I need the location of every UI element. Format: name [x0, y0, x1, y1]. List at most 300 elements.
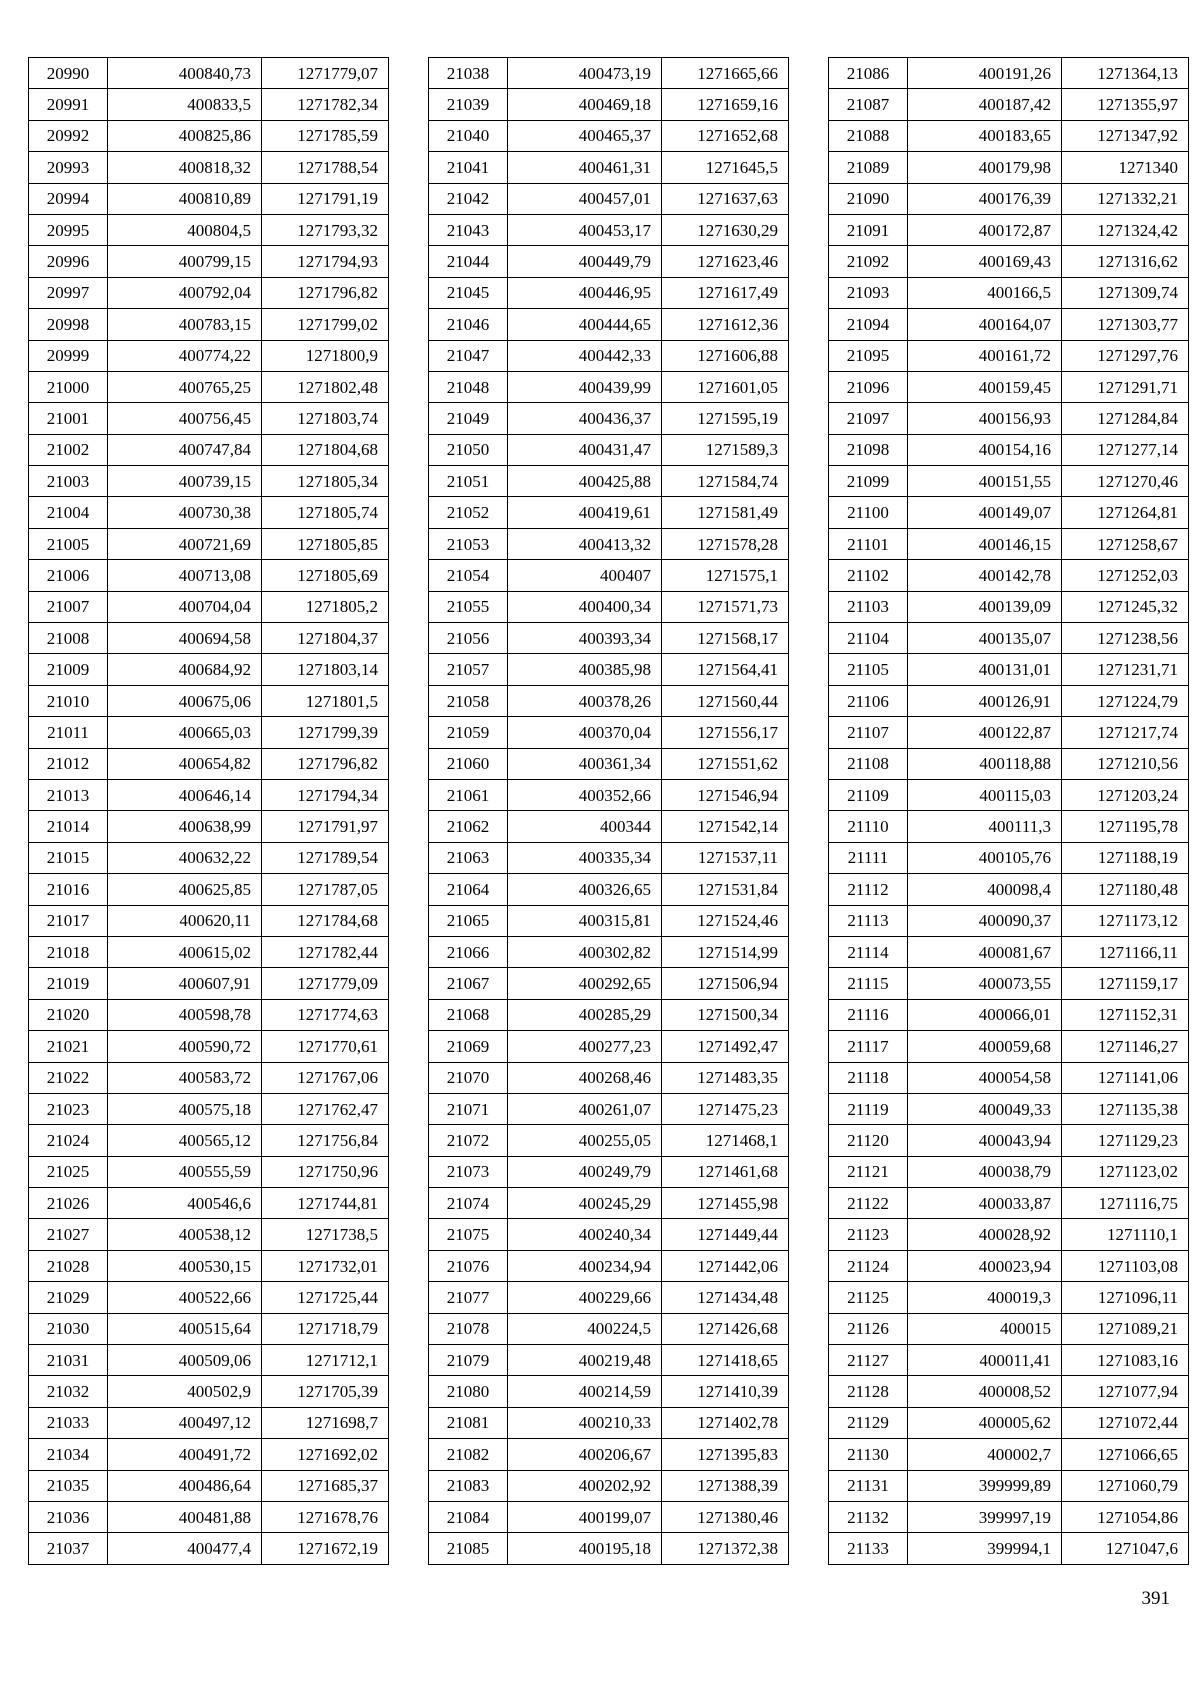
x-coordinate-cell: 400804,5 [108, 214, 262, 245]
y-coordinate-cell: 1271595,19 [662, 403, 789, 434]
x-coordinate-cell: 400546,6 [108, 1188, 262, 1219]
y-coordinate-cell: 1271789,54 [262, 842, 389, 873]
table-row [29, 1219, 389, 1250]
y-coordinate-cell: 1271805,85 [262, 528, 389, 559]
y-coordinate-cell: 1271173,12 [1062, 905, 1189, 936]
point-number-cell: 21102 [829, 560, 908, 591]
point-number-cell: 21118 [829, 1062, 908, 1093]
x-coordinate-cell: 400149,07 [908, 497, 1062, 528]
point-number-cell: 21059 [429, 717, 508, 748]
point-number-cell: 21021 [29, 1031, 108, 1062]
table-row [429, 277, 789, 308]
x-coordinate-cell: 400245,29 [508, 1188, 662, 1219]
x-coordinate-cell: 400146,15 [908, 528, 1062, 559]
point-number-cell: 20993 [29, 152, 108, 183]
table-row [429, 1533, 789, 1564]
table-row [29, 58, 389, 89]
table-row [829, 340, 1189, 371]
point-number-cell: 21120 [829, 1125, 908, 1156]
x-coordinate-cell: 400654,82 [108, 748, 262, 779]
y-coordinate-cell: 1271779,07 [262, 58, 389, 89]
x-coordinate-cell: 399997,19 [908, 1501, 1062, 1532]
y-coordinate-cell: 1271129,23 [1062, 1125, 1189, 1156]
x-coordinate-cell: 400187,42 [908, 89, 1062, 120]
table-row [429, 214, 789, 245]
x-coordinate-cell: 400202,92 [508, 1470, 662, 1501]
table-row [29, 120, 389, 151]
y-coordinate-cell: 1271388,39 [662, 1470, 789, 1501]
y-coordinate-cell: 1271685,37 [262, 1470, 389, 1501]
table-row [829, 1282, 1189, 1313]
point-number-cell: 21077 [429, 1282, 508, 1313]
point-number-cell: 20991 [29, 89, 108, 120]
table-row [29, 1031, 389, 1062]
point-number-cell: 21092 [829, 246, 908, 277]
x-coordinate-cell: 400268,46 [508, 1062, 662, 1093]
y-coordinate-cell: 1271803,14 [262, 654, 389, 685]
x-coordinate-cell: 400049,33 [908, 1093, 1062, 1124]
point-number-cell: 21123 [829, 1219, 908, 1250]
x-coordinate-cell: 400285,29 [508, 999, 662, 1030]
point-number-cell: 21110 [829, 811, 908, 842]
point-number-cell: 21081 [429, 1407, 508, 1438]
y-coordinate-cell: 1271652,68 [662, 120, 789, 151]
point-number-cell: 21018 [29, 936, 108, 967]
y-coordinate-cell: 1271418,65 [662, 1345, 789, 1376]
y-coordinate-cell: 1271483,35 [662, 1062, 789, 1093]
point-number-cell: 21020 [29, 999, 108, 1030]
table-row [29, 434, 389, 465]
y-coordinate-cell: 1271801,5 [262, 685, 389, 716]
point-number-cell: 21104 [829, 623, 908, 654]
x-coordinate-cell: 400665,03 [108, 717, 262, 748]
point-number-cell: 21028 [29, 1250, 108, 1281]
x-coordinate-cell: 400151,55 [908, 466, 1062, 497]
x-coordinate-cell: 400161,72 [908, 340, 1062, 371]
x-coordinate-cell: 400206,67 [508, 1439, 662, 1470]
point-number-cell: 21087 [829, 89, 908, 120]
point-number-cell: 21017 [29, 905, 108, 936]
point-number-cell: 21050 [429, 434, 508, 465]
table-row [829, 528, 1189, 559]
x-coordinate-cell: 400081,67 [908, 936, 1062, 967]
y-coordinate-cell: 1271546,94 [662, 779, 789, 810]
y-coordinate-cell: 1271578,28 [662, 528, 789, 559]
table-row [429, 1313, 789, 1344]
x-coordinate-cell: 400164,07 [908, 309, 1062, 340]
x-coordinate-cell: 400378,26 [508, 685, 662, 716]
x-coordinate-cell: 400005,62 [908, 1407, 1062, 1438]
table-row [829, 246, 1189, 277]
point-number-cell: 21032 [29, 1376, 108, 1407]
table-row [429, 1501, 789, 1532]
y-coordinate-cell: 1271395,83 [662, 1439, 789, 1470]
x-coordinate-cell: 400315,81 [508, 905, 662, 936]
x-coordinate-cell: 400277,23 [508, 1031, 662, 1062]
table-row [29, 1282, 389, 1313]
point-number-cell: 21045 [429, 277, 508, 308]
table-row [429, 842, 789, 873]
point-number-cell: 21076 [429, 1250, 508, 1281]
table-row [29, 1093, 389, 1124]
x-coordinate-cell: 400159,45 [908, 371, 1062, 402]
table-row [429, 152, 789, 183]
y-coordinate-cell: 1271770,61 [262, 1031, 389, 1062]
y-coordinate-cell: 1271245,32 [1062, 591, 1189, 622]
point-number-cell: 21039 [429, 89, 508, 120]
y-coordinate-cell: 1271461,68 [662, 1156, 789, 1187]
table-row [29, 1533, 389, 1564]
table-row [829, 1501, 1189, 1532]
point-number-cell: 21132 [829, 1501, 908, 1532]
table-row [829, 1470, 1189, 1501]
table-row [29, 905, 389, 936]
point-number-cell: 21113 [829, 905, 908, 936]
table-row [29, 246, 389, 277]
x-coordinate-cell: 400509,06 [108, 1345, 262, 1376]
point-number-cell: 21071 [429, 1093, 508, 1124]
y-coordinate-cell: 1271531,84 [662, 874, 789, 905]
point-number-cell: 21091 [829, 214, 908, 245]
y-coordinate-cell: 1271442,06 [662, 1250, 789, 1281]
table-row [29, 371, 389, 402]
y-coordinate-cell: 1271284,84 [1062, 403, 1189, 434]
point-number-cell: 21098 [829, 434, 908, 465]
table-row [429, 1031, 789, 1062]
table-row [429, 528, 789, 559]
table-row [429, 811, 789, 842]
y-coordinate-cell: 1271779,09 [262, 968, 389, 999]
point-number-cell: 21078 [429, 1313, 508, 1344]
y-coordinate-cell: 1271089,21 [1062, 1313, 1189, 1344]
table-row [29, 497, 389, 528]
point-number-cell: 20992 [29, 120, 108, 151]
y-coordinate-cell: 1271568,17 [662, 623, 789, 654]
x-coordinate-cell: 400344 [508, 811, 662, 842]
y-coordinate-cell: 1271788,54 [262, 152, 389, 183]
x-coordinate-cell: 400799,15 [108, 246, 262, 277]
table-row [829, 654, 1189, 685]
x-coordinate-cell: 400154,16 [908, 434, 1062, 465]
y-coordinate-cell: 1271224,79 [1062, 685, 1189, 716]
table-row [829, 309, 1189, 340]
x-coordinate-cell: 400473,19 [508, 58, 662, 89]
table-row [429, 309, 789, 340]
y-coordinate-cell: 1271492,47 [662, 1031, 789, 1062]
x-coordinate-cell: 400442,33 [508, 340, 662, 371]
point-number-cell: 21096 [829, 371, 908, 402]
y-coordinate-cell: 1271794,34 [262, 779, 389, 810]
y-coordinate-cell: 1271805,69 [262, 560, 389, 591]
table-row [429, 685, 789, 716]
point-number-cell: 21031 [29, 1345, 108, 1376]
x-coordinate-cell: 400015 [908, 1313, 1062, 1344]
x-coordinate-cell: 400502,9 [108, 1376, 262, 1407]
point-number-cell: 21105 [829, 654, 908, 685]
x-coordinate-cell: 400765,25 [108, 371, 262, 402]
y-coordinate-cell: 1271047,6 [1062, 1533, 1189, 1564]
point-number-cell: 20998 [29, 309, 108, 340]
y-coordinate-cell: 1271712,1 [262, 1345, 389, 1376]
y-coordinate-cell: 1271316,62 [1062, 246, 1189, 277]
y-coordinate-cell: 1271180,48 [1062, 874, 1189, 905]
y-coordinate-cell: 1271402,78 [662, 1407, 789, 1438]
y-coordinate-cell: 1271645,5 [662, 152, 789, 183]
table-row [29, 89, 389, 120]
point-number-cell: 21019 [29, 968, 108, 999]
point-number-cell: 21027 [29, 1219, 108, 1250]
y-coordinate-cell: 1271291,71 [1062, 371, 1189, 402]
table-row [829, 905, 1189, 936]
x-coordinate-cell: 400774,22 [108, 340, 262, 371]
y-coordinate-cell: 1271066,65 [1062, 1439, 1189, 1470]
table-row [29, 874, 389, 905]
table-row [429, 1219, 789, 1250]
x-coordinate-cell: 400461,31 [508, 152, 662, 183]
x-coordinate-cell: 400413,32 [508, 528, 662, 559]
y-coordinate-cell: 1271506,94 [662, 968, 789, 999]
table-row [829, 717, 1189, 748]
x-coordinate-cell: 400370,04 [508, 717, 662, 748]
y-coordinate-cell: 1271732,01 [262, 1250, 389, 1281]
y-coordinate-cell: 1271551,62 [662, 748, 789, 779]
x-coordinate-cell: 400019,3 [908, 1282, 1062, 1313]
point-number-cell: 21117 [829, 1031, 908, 1062]
table-row [29, 1156, 389, 1187]
table-row [429, 246, 789, 277]
point-number-cell: 21072 [429, 1125, 508, 1156]
y-coordinate-cell: 1271332,21 [1062, 183, 1189, 214]
x-coordinate-cell: 400038,79 [908, 1156, 1062, 1187]
table-row [29, 466, 389, 497]
table-row [429, 1282, 789, 1313]
y-coordinate-cell: 1271303,77 [1062, 309, 1189, 340]
y-coordinate-cell: 1271796,82 [262, 748, 389, 779]
x-coordinate-cell: 400126,91 [908, 685, 1062, 716]
x-coordinate-cell: 400098,4 [908, 874, 1062, 905]
table-row [29, 968, 389, 999]
x-coordinate-cell: 400008,52 [908, 1376, 1062, 1407]
point-number-cell: 21060 [429, 748, 508, 779]
x-coordinate-cell: 400457,01 [508, 183, 662, 214]
point-number-cell: 21088 [829, 120, 908, 151]
y-coordinate-cell: 1271166,11 [1062, 936, 1189, 967]
point-number-cell: 21033 [29, 1407, 108, 1438]
y-coordinate-cell: 1271264,81 [1062, 497, 1189, 528]
table-row [29, 999, 389, 1030]
table-row [429, 779, 789, 810]
point-number-cell: 21007 [29, 591, 108, 622]
table-row [29, 277, 389, 308]
y-coordinate-cell: 1271524,46 [662, 905, 789, 936]
y-coordinate-cell: 1271581,49 [662, 497, 789, 528]
x-coordinate-cell: 400530,15 [108, 1250, 262, 1281]
y-coordinate-cell: 1271584,74 [662, 466, 789, 497]
table-row [29, 1407, 389, 1438]
table-row [829, 748, 1189, 779]
y-coordinate-cell: 1271116,75 [1062, 1188, 1189, 1219]
y-coordinate-cell: 1271083,16 [1062, 1345, 1189, 1376]
x-coordinate-cell: 400538,12 [108, 1219, 262, 1250]
y-coordinate-cell: 1271238,56 [1062, 623, 1189, 654]
y-coordinate-cell: 1271802,48 [262, 371, 389, 402]
x-coordinate-cell: 400497,12 [108, 1407, 262, 1438]
x-coordinate-cell: 400142,78 [908, 560, 1062, 591]
y-coordinate-cell: 1271612,36 [662, 309, 789, 340]
x-coordinate-cell: 400522,66 [108, 1282, 262, 1313]
x-coordinate-cell: 400131,01 [908, 654, 1062, 685]
point-number-cell: 21107 [829, 717, 908, 748]
x-coordinate-cell: 400465,37 [508, 120, 662, 151]
y-coordinate-cell: 1271297,76 [1062, 340, 1189, 371]
y-coordinate-cell: 1271210,56 [1062, 748, 1189, 779]
y-coordinate-cell: 1271141,06 [1062, 1062, 1189, 1093]
x-coordinate-cell: 400439,99 [508, 371, 662, 402]
y-coordinate-cell: 1271077,94 [1062, 1376, 1189, 1407]
point-number-cell: 21074 [429, 1188, 508, 1219]
table-row [429, 89, 789, 120]
table-row [29, 152, 389, 183]
x-coordinate-cell: 400176,39 [908, 183, 1062, 214]
y-coordinate-cell: 1271152,31 [1062, 999, 1189, 1030]
table-row [429, 968, 789, 999]
x-coordinate-cell: 400195,18 [508, 1533, 662, 1564]
point-number-cell: 21119 [829, 1093, 908, 1124]
point-number-cell: 21002 [29, 434, 108, 465]
x-coordinate-cell: 400166,5 [908, 277, 1062, 308]
table-row [829, 434, 1189, 465]
y-coordinate-cell: 1271672,19 [262, 1533, 389, 1564]
y-coordinate-cell: 1271799,39 [262, 717, 389, 748]
x-coordinate-cell: 400118,88 [908, 748, 1062, 779]
y-coordinate-cell: 1271606,88 [662, 340, 789, 371]
point-number-cell: 21008 [29, 623, 108, 654]
x-coordinate-cell: 400783,15 [108, 309, 262, 340]
table-row [429, 1093, 789, 1124]
table-row [829, 1439, 1189, 1470]
x-coordinate-cell: 400684,92 [108, 654, 262, 685]
table-row [829, 1376, 1189, 1407]
point-number-cell: 21004 [29, 497, 108, 528]
point-number-cell: 21116 [829, 999, 908, 1030]
y-coordinate-cell: 1271475,23 [662, 1093, 789, 1124]
table-row [29, 717, 389, 748]
table-row [29, 560, 389, 591]
table-row [429, 1188, 789, 1219]
x-coordinate-cell: 400292,65 [508, 968, 662, 999]
table-row [29, 1470, 389, 1501]
table-row [429, 58, 789, 89]
table-body [29, 58, 389, 1565]
table-row [829, 1125, 1189, 1156]
y-coordinate-cell: 1271756,84 [262, 1125, 389, 1156]
table-row [829, 120, 1189, 151]
coordinate-table-2 [428, 57, 789, 1565]
point-number-cell: 21010 [29, 685, 108, 716]
table-row [829, 1156, 1189, 1187]
point-number-cell: 21066 [429, 936, 508, 967]
point-number-cell: 21079 [429, 1345, 508, 1376]
x-coordinate-cell: 400607,91 [108, 968, 262, 999]
y-coordinate-cell: 1271060,79 [1062, 1470, 1189, 1501]
table-row [29, 748, 389, 779]
y-coordinate-cell: 1271589,3 [662, 434, 789, 465]
point-number-cell: 21127 [829, 1345, 908, 1376]
x-coordinate-cell: 400011,41 [908, 1345, 1062, 1376]
y-coordinate-cell: 1271784,68 [262, 905, 389, 936]
x-coordinate-cell: 400191,26 [908, 58, 1062, 89]
x-coordinate-cell: 400361,34 [508, 748, 662, 779]
x-coordinate-cell: 400810,89 [108, 183, 262, 214]
x-coordinate-cell: 400249,79 [508, 1156, 662, 1187]
point-number-cell: 21022 [29, 1062, 108, 1093]
x-coordinate-cell: 400135,07 [908, 623, 1062, 654]
x-coordinate-cell: 400326,65 [508, 874, 662, 905]
table-row [429, 874, 789, 905]
point-number-cell: 21055 [429, 591, 508, 622]
table-row [429, 371, 789, 402]
x-coordinate-cell: 400449,79 [508, 246, 662, 277]
point-number-cell: 21051 [429, 466, 508, 497]
y-coordinate-cell: 1271785,59 [262, 120, 389, 151]
table-row [429, 1156, 789, 1187]
x-coordinate-cell: 400825,86 [108, 120, 262, 151]
table-row [829, 811, 1189, 842]
x-coordinate-cell: 400444,65 [508, 309, 662, 340]
table-row [829, 968, 1189, 999]
point-number-cell: 21106 [829, 685, 908, 716]
point-number-cell: 21129 [829, 1407, 908, 1438]
x-coordinate-cell: 400477,4 [108, 1533, 262, 1564]
point-number-cell: 21131 [829, 1470, 908, 1501]
y-coordinate-cell: 1271347,92 [1062, 120, 1189, 151]
point-number-cell: 21125 [829, 1282, 908, 1313]
table-row [829, 1533, 1189, 1564]
y-coordinate-cell: 1271096,11 [1062, 1282, 1189, 1313]
y-coordinate-cell: 1271500,34 [662, 999, 789, 1030]
point-number-cell: 21047 [429, 340, 508, 371]
table-row [429, 1125, 789, 1156]
table-row [29, 528, 389, 559]
point-number-cell: 21011 [29, 717, 108, 748]
y-coordinate-cell: 1271804,37 [262, 623, 389, 654]
table-row [429, 560, 789, 591]
y-coordinate-cell: 1271542,14 [662, 811, 789, 842]
x-coordinate-cell: 400261,07 [508, 1093, 662, 1124]
point-number-cell: 21012 [29, 748, 108, 779]
y-coordinate-cell: 1271195,78 [1062, 811, 1189, 842]
y-coordinate-cell: 1271637,63 [662, 183, 789, 214]
table-row [829, 591, 1189, 622]
x-coordinate-cell: 400704,04 [108, 591, 262, 622]
x-coordinate-cell: 400385,98 [508, 654, 662, 685]
y-coordinate-cell: 1271556,17 [662, 717, 789, 748]
y-coordinate-cell: 1271744,81 [262, 1188, 389, 1219]
point-number-cell: 21052 [429, 497, 508, 528]
x-coordinate-cell: 400139,09 [908, 591, 1062, 622]
table-row [829, 1313, 1189, 1344]
y-coordinate-cell: 1271575,1 [662, 560, 789, 591]
point-number-cell: 21099 [829, 466, 908, 497]
y-coordinate-cell: 1271217,74 [1062, 717, 1189, 748]
x-coordinate-cell: 399999,89 [908, 1470, 1062, 1501]
y-coordinate-cell: 1271665,66 [662, 58, 789, 89]
x-coordinate-cell: 400302,82 [508, 936, 662, 967]
point-number-cell: 21069 [429, 1031, 508, 1062]
point-number-cell: 21063 [429, 842, 508, 873]
table-row [829, 685, 1189, 716]
table-row [29, 1250, 389, 1281]
